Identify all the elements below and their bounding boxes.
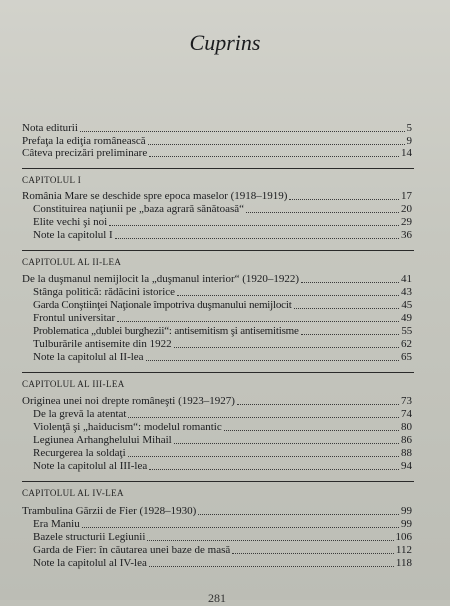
toc-subentry <box>33 203 412 215</box>
page-number: 281 <box>208 591 226 605</box>
toc-entry-page: 36 <box>401 229 412 241</box>
toc-entry-page: 49 <box>401 312 412 324</box>
section-divider <box>22 250 414 251</box>
toc-entry-page: 20 <box>401 203 412 215</box>
toc-subentry <box>33 460 412 472</box>
toc-entry-title: Garda de Fier: în căutarea unei baze de masă <box>33 544 231 556</box>
toc-subentry <box>33 325 412 337</box>
toc-entry-title: Constituirea naţiunii pe „baza agrară sănătoasă“ <box>33 203 245 215</box>
toc-entry-title: Nota editurii <box>22 122 78 134</box>
toc-entry-title: Bazele structurii Legiunii <box>33 531 146 543</box>
toc-entry-page: 118 <box>395 557 412 569</box>
toc-entry-title: Trambulina Gărzii de Fier (1928–1930) <box>22 505 197 517</box>
toc-entry-page: 88 <box>401 447 412 459</box>
toc-entry-page: 106 <box>395 531 412 543</box>
toc-entry-title: Problematica „dublei burghezii“: antisemitism şi antisemitisme <box>33 325 299 337</box>
toc-subentry <box>33 338 412 350</box>
toc-entry-title: Note la capitolul al II-lea <box>33 351 144 363</box>
toc-entry-page: 43 <box>401 286 412 298</box>
toc-entry <box>22 122 412 134</box>
toc-entry-title: Tulburările antisemite din 1922 <box>33 338 172 350</box>
toc-entry-page: 9 <box>406 135 412 147</box>
toc-subentry <box>33 434 412 446</box>
section-divider <box>22 168 414 169</box>
toc-subentry <box>33 531 412 543</box>
toc-entry-page: 99 <box>401 505 412 517</box>
toc-subentry <box>33 351 412 363</box>
toc-chapter-entry <box>22 395 412 407</box>
chapter-heading: CAPITOLUL AL IV-LEA <box>22 488 124 498</box>
toc-entry-title: Garda Conştiinţei Naţionale împotriva duşmanului nemijlocit <box>33 299 292 311</box>
toc-entry-page: 41 <box>401 273 412 285</box>
toc-entry-title: Era Maniu <box>33 518 80 530</box>
toc-entry-title: Legiunea Arhanghelului Mihail <box>33 434 172 446</box>
toc-entry-page: 55 <box>401 325 412 337</box>
toc-entry-page: 94 <box>401 460 412 472</box>
toc-entry-page: 29 <box>401 216 412 228</box>
section-divider <box>22 372 414 373</box>
toc-chapter-entry <box>22 273 412 285</box>
toc-entry-title: Elite vechi şi noi <box>33 216 108 228</box>
toc-entry-title: Note la capitolul al IV-lea <box>33 557 147 569</box>
toc-entry-title: România Mare se deschide spre epoca maselor (1918–1919) <box>22 190 288 202</box>
toc-entry-page: 80 <box>401 421 412 433</box>
toc-entry-page: 45 <box>401 299 412 311</box>
toc-entry-title: Violenţă şi „haiducism“: modelul romantic <box>33 421 222 433</box>
toc-entry-title: De la grevă la atentat <box>33 408 127 420</box>
toc-chapter-entry <box>22 190 412 202</box>
toc-entry-page: 62 <box>401 338 412 350</box>
toc-entry-page: 74 <box>401 408 412 420</box>
toc-subentry <box>33 229 412 241</box>
toc-subentry <box>33 408 412 420</box>
toc-entry-title: Câteva precizări preliminare <box>22 147 148 159</box>
toc-entry-title: Note la capitolul I <box>33 229 113 241</box>
toc-entry-page: 73 <box>401 395 412 407</box>
toc-entry-title: De la duşmanul nemijlocit la „duşmanul interior“ (1920–1922) <box>22 273 300 285</box>
chapter-heading: CAPITOLUL AL III-LEA <box>22 379 125 389</box>
toc-entry-title: Originea unei noi drepte româneşti (1923–1927) <box>22 395 235 407</box>
toc-chapter-entry <box>22 505 412 517</box>
page-title: Cuprins <box>189 30 261 55</box>
chapter-heading: CAPITOLUL AL II-LEA <box>22 257 122 267</box>
toc-entry <box>22 147 412 159</box>
toc-entry-title: Recurgerea la soldaţi <box>33 447 126 459</box>
toc-subentry <box>33 299 412 311</box>
toc-subentry <box>33 544 412 556</box>
toc-entry-title: Frontul universitar <box>33 312 116 324</box>
toc-subentry <box>33 447 412 459</box>
toc-entry-page: 65 <box>401 351 412 363</box>
toc-subentry <box>33 421 412 433</box>
toc-subentry <box>33 216 412 228</box>
toc-entry-page: 17 <box>401 190 412 202</box>
toc-subentry <box>33 518 412 530</box>
toc-subentry <box>33 312 412 324</box>
toc-entry-title: Prefaţa la ediţia românească <box>22 135 146 147</box>
section-divider <box>22 481 414 482</box>
toc-subentry <box>33 557 412 569</box>
toc-entry-page: 14 <box>401 147 412 159</box>
toc-entry-title: Note la capitolul al III-lea <box>33 460 148 472</box>
toc-subentry <box>33 286 412 298</box>
chapter-heading: CAPITOLUL I <box>22 175 82 185</box>
toc-entry-page: 99 <box>401 518 412 530</box>
toc-entry-page: 5 <box>406 122 412 134</box>
toc-entry-page: 86 <box>401 434 412 446</box>
toc-entry-title: Stânga politică: rădăcini istorice <box>33 286 176 298</box>
toc-entry-page: 112 <box>395 544 412 556</box>
toc-entry <box>22 135 412 147</box>
